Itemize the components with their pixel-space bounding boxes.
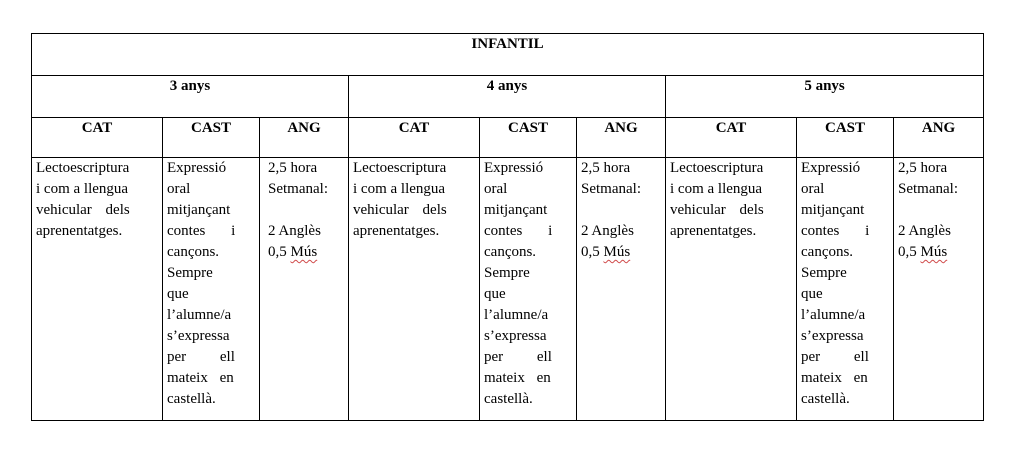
cast-line: castellà.: [484, 391, 533, 407]
ang-music: [581, 242, 661, 263]
cast-line: que: [167, 286, 189, 302]
subject-header-cat: CAT: [666, 118, 797, 158]
cat-line: vehicular dels: [670, 202, 764, 218]
ang-english: 2 Anglès: [581, 223, 634, 239]
subject-header-cast: CAST: [797, 118, 894, 158]
subject-header-cat: CAT: [349, 118, 480, 158]
ang-music-word: Mús: [290, 244, 318, 260]
table-title: INFANTIL: [32, 34, 984, 76]
cast-line: contes i: [167, 223, 236, 239]
subject-header-ang: ANG: [260, 118, 349, 158]
cast-line: contes i: [484, 223, 553, 239]
document-page: [31, 33, 983, 421]
cast-line: castellà.: [167, 391, 216, 407]
cat-cell: [666, 158, 797, 421]
cast-cell: [797, 158, 894, 421]
ang-music-prefix: 0,5: [268, 244, 291, 260]
cast-line: oral: [167, 181, 191, 197]
cast-cell: [480, 158, 577, 421]
cat-line: aprenentatges.: [36, 223, 123, 239]
ang-music: [268, 242, 344, 263]
cast-line: cançons.: [167, 244, 220, 260]
ang-hours: 2,5 hora: [268, 160, 318, 176]
ang-weekly: Setmanal:: [898, 181, 958, 197]
cat-line: aprenentatges.: [353, 223, 440, 239]
cast-line: cançons.: [484, 244, 537, 260]
ang-music: [898, 242, 979, 263]
cast-line: Sempre: [801, 265, 847, 281]
cast-line: Sempre: [484, 265, 530, 281]
age-header-4: 4 anys: [349, 76, 666, 118]
curriculum-table: [31, 33, 984, 421]
cast-line: per ell: [167, 349, 235, 365]
cast-line: mateix en: [167, 370, 234, 386]
cat-line: i com a llengua: [353, 181, 446, 197]
cast-line: que: [484, 286, 506, 302]
cast-line: Expressió: [484, 160, 544, 176]
cast-line: s’expressa: [167, 328, 230, 344]
cat-line: Lectoescriptura: [353, 160, 447, 176]
cast-line: s’expressa: [801, 328, 864, 344]
cast-line: cançons.: [801, 244, 854, 260]
ang-spacer: [268, 200, 344, 221]
cast-line: mateix en: [484, 370, 551, 386]
age-header-3: 3 anys: [32, 76, 349, 118]
cat-cell: [32, 158, 163, 421]
subject-header-cast: CAST: [480, 118, 577, 158]
cast-line: contes i: [801, 223, 870, 239]
ang-music-word: Mús: [603, 244, 631, 260]
cast-line: mitjançant: [484, 202, 548, 218]
cast-line: mitjançant: [801, 202, 865, 218]
cat-cell: [349, 158, 480, 421]
cast-line: oral: [801, 181, 825, 197]
ang-english: 2 Anglès: [898, 223, 951, 239]
cast-line: Sempre: [167, 265, 213, 281]
ang-cell: [577, 158, 666, 421]
ang-weekly: Setmanal:: [581, 181, 641, 197]
subject-header-cat: CAT: [32, 118, 163, 158]
cat-line: aprenentatges.: [670, 223, 757, 239]
ang-hours: 2,5 hora: [898, 160, 948, 176]
cat-line: vehicular dels: [353, 202, 447, 218]
cast-line: que: [801, 286, 823, 302]
ang-cell: [894, 158, 984, 421]
ang-spacer: [898, 200, 979, 221]
subject-header-ang: ANG: [577, 118, 666, 158]
cast-line: s’expressa: [484, 328, 547, 344]
cast-line: per ell: [801, 349, 869, 365]
cast-line: mitjançant: [167, 202, 231, 218]
subject-header-cast: CAST: [163, 118, 260, 158]
cast-line: l’alumne/a: [484, 307, 549, 323]
cast-line: l’alumne/a: [167, 307, 232, 323]
cat-line: i com a llengua: [670, 181, 763, 197]
cat-line: Lectoescriptura: [36, 160, 130, 176]
ang-music-prefix: 0,5: [581, 244, 604, 260]
ang-music-prefix: 0,5: [898, 244, 921, 260]
cast-line: mateix en: [801, 370, 868, 386]
cat-line: i com a llengua: [36, 181, 129, 197]
cast-cell: [163, 158, 260, 421]
cast-line: per ell: [484, 349, 552, 365]
ang-cell: [260, 158, 349, 421]
age-header-5: 5 anys: [666, 76, 984, 118]
ang-english: 2 Anglès: [268, 223, 321, 239]
cast-line: Expressió: [801, 160, 861, 176]
ang-spacer: [581, 200, 661, 221]
ang-music-word: Mús: [920, 244, 948, 260]
cat-line: Lectoescriptura: [670, 160, 764, 176]
cast-line: l’alumne/a: [801, 307, 866, 323]
cast-line: oral: [484, 181, 508, 197]
ang-weekly: Setmanal:: [268, 181, 328, 197]
ang-hours: 2,5 hora: [581, 160, 631, 176]
cast-line: Expressió: [167, 160, 227, 176]
cast-line: castellà.: [801, 391, 850, 407]
cat-line: vehicular dels: [36, 202, 130, 218]
subject-header-ang: ANG: [894, 118, 984, 158]
